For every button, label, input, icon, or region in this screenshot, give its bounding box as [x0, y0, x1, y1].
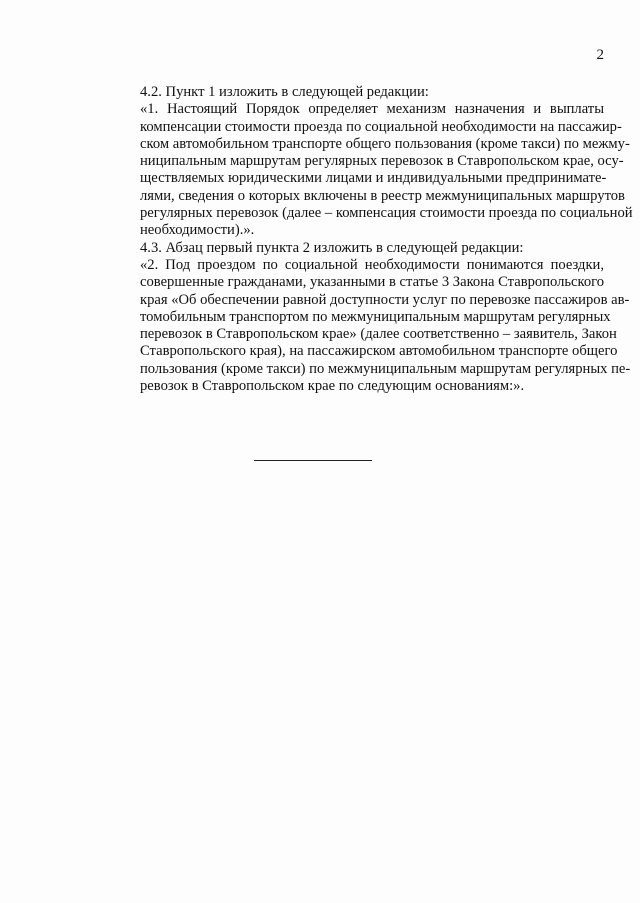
page-number: 2 — [596, 47, 604, 63]
text-line: 4.3. Абзац первый пункта 2 изложить в следующей редакции: — [140, 239, 524, 256]
text-line: совершенные гражданами, указанными в статье 3 Закона Ставропольского — [140, 274, 605, 291]
text-line: ниципальным маршрутам регулярных перевозок в Ставропольском крае, осу- — [140, 153, 624, 170]
text-line: компенсации стоимости проезда по социальной необходимости на пассажир- — [140, 118, 622, 135]
text-line: ревозок в Ставропольском крае по следующим основаниям:». — [140, 378, 525, 395]
paragraph-4-3-heading — [104, 240, 604, 257]
text-line: 4.2. Пункт 1 изложить в следующей редакции: — [140, 84, 429, 100]
document-body — [104, 84, 633, 395]
text-line: пользования (кроме такси) по межмуниципальным маршрутам регулярных пе- — [140, 360, 631, 377]
end-divider-line — [254, 460, 372, 461]
text-line: ском автомобильном транспорте общего пользования (кроме такси) по межму- — [140, 135, 630, 152]
text-line: регулярных перевозок (далее – компенсация стоимости проезда по социальной — [140, 205, 633, 222]
text-line: лями, сведения о которых включены в реестр межмуниципальных маршрутов — [140, 187, 625, 204]
text-line: перевозок в Ставропольском крае» (далее соответственно – заявитель, Закон — [140, 326, 617, 343]
text-line: края «Об обеспечении равной доступности услуг по перевозке пассажиров ав- — [140, 291, 630, 308]
text-line: Ставропольского края), на пассажирском автомобильном транспорте общего — [140, 343, 618, 360]
text-line: необходимости).». — [140, 222, 255, 239]
paragraph-4-2-heading — [104, 84, 604, 101]
text-line: «1. Настоящий Порядок определяет механизм назначения и выплаты — [140, 101, 604, 118]
text-line: ществляемых юридическими лицами и индивидуальными предпринимате- — [140, 170, 607, 187]
paragraph-point-1-text — [104, 101, 633, 239]
paragraph-point-2-text — [104, 256, 631, 395]
text-line: томобильным транспортом по межмуниципальным маршрутам регулярных — [140, 308, 611, 325]
text-line: «2. Под проездом по социальной необходимости понимаются поездки, — [140, 256, 604, 273]
